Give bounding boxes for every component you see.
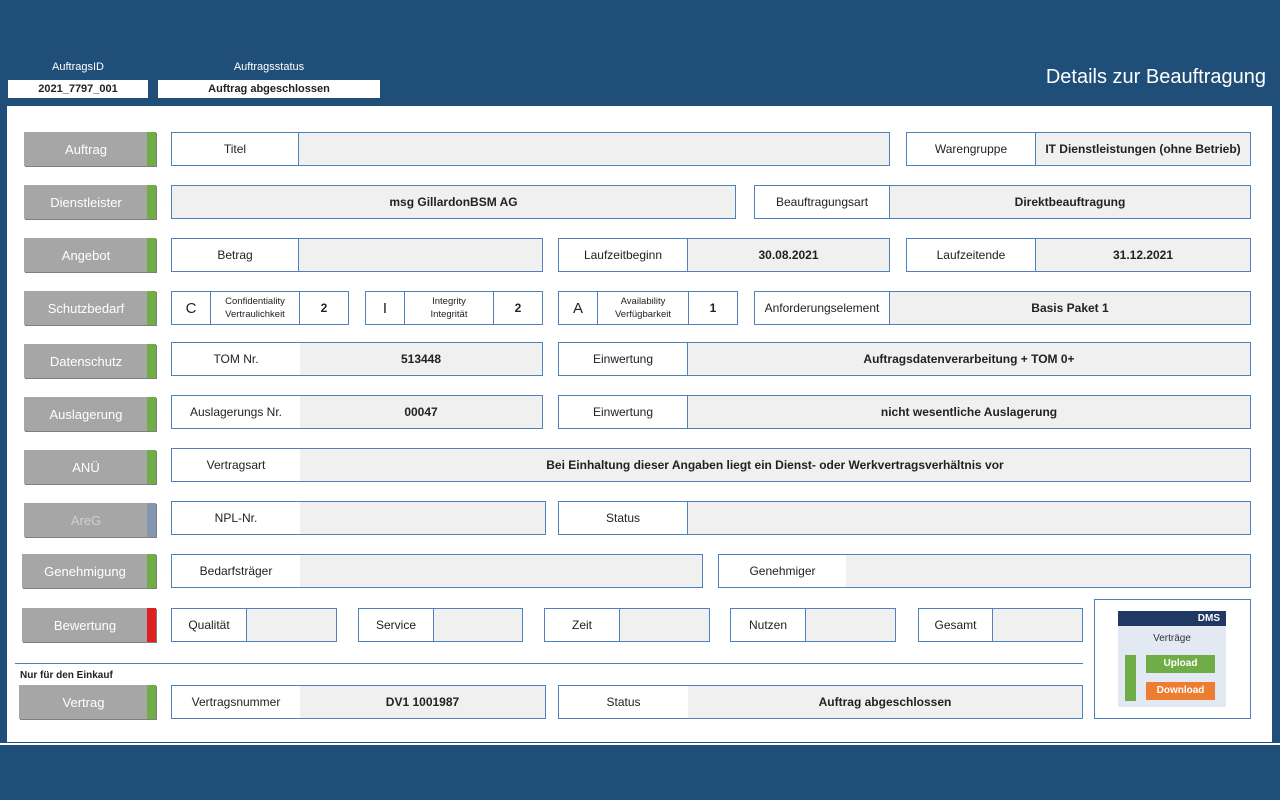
vertragsart-label: Vertragsart xyxy=(171,448,301,482)
status-bar xyxy=(147,608,156,642)
status-bar xyxy=(147,554,156,588)
availability-value[interactable]: 1 xyxy=(688,291,738,325)
vertragsnummer-label: Vertragsnummer xyxy=(171,685,301,719)
vertragsnummer-field[interactable]: DV1 1001987 xyxy=(300,685,546,719)
datenschutz-einwertung-label: Einwertung xyxy=(558,342,688,376)
status-bar xyxy=(147,397,156,431)
titel-field[interactable] xyxy=(299,132,890,166)
section-areg-button[interactable] xyxy=(24,503,156,537)
section-label: Schutzbedarf xyxy=(47,300,125,316)
status-bar xyxy=(147,238,156,272)
laufzeitende-label: Laufzeitende xyxy=(906,238,1036,272)
status-bar xyxy=(147,344,156,378)
integrity-label-en: Integrity xyxy=(432,296,466,307)
auslagerungs-nr-label: Auslagerungs Nr. xyxy=(171,395,301,429)
vertrag-status-label: Status xyxy=(558,685,689,719)
dienstleister-field[interactable]: msg GillardonBSM AG xyxy=(171,185,736,219)
datenschutz-einwertung-field[interactable]: Auftragsdatenverarbeitung + TOM 0+ xyxy=(688,342,1251,376)
auslagerung-einwertung-label: Einwertung xyxy=(558,395,688,429)
titel-label: Titel xyxy=(171,132,299,166)
availability-label xyxy=(597,291,689,325)
warengruppe-field[interactable]: IT Dienstleistungen (ohne Betrieb) xyxy=(1036,132,1251,166)
status-bar xyxy=(147,291,156,325)
gesamt-field[interactable] xyxy=(993,608,1083,642)
auftrags-id-label: AuftragsID xyxy=(52,61,104,73)
section-label: Auslagerung xyxy=(49,406,123,422)
betrag-field[interactable] xyxy=(299,238,543,272)
confidentiality-label-en: Confidentiality xyxy=(225,296,285,307)
upload-button[interactable]: Upload xyxy=(1146,655,1215,673)
tom-nr-label: TOM Nr. xyxy=(171,342,301,376)
nutzen-field[interactable] xyxy=(806,608,896,642)
status-bar xyxy=(147,185,156,219)
section-schutzbedarf-button[interactable] xyxy=(24,291,156,325)
betrag-label: Betrag xyxy=(171,238,299,272)
section-vertrag-button[interactable] xyxy=(19,685,156,719)
tom-nr-field[interactable]: 513448 xyxy=(300,342,543,376)
nutzen-label: Nutzen xyxy=(730,608,806,642)
zeit-label: Zeit xyxy=(544,608,620,642)
service-field[interactable] xyxy=(434,608,523,642)
section-label: ANÜ xyxy=(72,459,100,475)
areg-status-label: Status xyxy=(558,501,688,535)
section-label: Bewertung xyxy=(53,617,117,633)
laufzeitbeginn-label: Laufzeitbeginn xyxy=(558,238,688,272)
availability-label-de: Verfügbarkeit xyxy=(615,309,671,320)
genehmiger-field[interactable] xyxy=(846,554,1251,588)
section-dienstleister-button[interactable] xyxy=(24,185,156,219)
dms-status-bar xyxy=(1125,655,1136,701)
einkauf-note: Nur für den Einkauf xyxy=(20,670,113,681)
section-angebot-button[interactable] xyxy=(24,238,156,272)
areg-status-field[interactable] xyxy=(688,501,1251,535)
bedarfstraeger-field[interactable] xyxy=(300,554,703,588)
qualitaet-field[interactable] xyxy=(247,608,337,642)
status-bar xyxy=(147,450,156,484)
anforderungselement-label: Anforderungselement xyxy=(754,291,890,325)
beauftragungsart-label: Beauftragungsart xyxy=(754,185,890,219)
zeit-field[interactable] xyxy=(620,608,710,642)
availability-letter: A xyxy=(558,291,598,325)
section-label: Angebot xyxy=(61,247,111,263)
dms-panel xyxy=(1094,599,1251,719)
page-title: Details zur Beauftragung xyxy=(1045,66,1266,88)
dms-widget xyxy=(1118,611,1226,707)
laufzeitende-field[interactable]: 31.12.2021 xyxy=(1036,238,1251,272)
section-label: Auftrag xyxy=(65,141,107,157)
auftrags-id-value: 2021_7797_001 xyxy=(8,80,148,98)
dms-title: DMS xyxy=(1118,611,1226,626)
section-auftrag-button[interactable] xyxy=(24,132,156,166)
vertragsart-field[interactable]: Bei Einhaltung dieser Angaben liegt ein Dienst- oder Werkvertragsverhältnis vor xyxy=(300,448,1251,482)
section-label: Genehmigung xyxy=(44,563,126,579)
auslagerungs-nr-field[interactable]: 00047 xyxy=(300,395,543,429)
section-datenschutz-button[interactable] xyxy=(24,344,156,378)
vertrag-status-field[interactable]: Auftrag abgeschlossen xyxy=(688,685,1083,719)
dms-subtitle: Verträge xyxy=(1153,633,1191,644)
npl-nr-field[interactable] xyxy=(300,501,546,535)
qualitaet-label: Qualität xyxy=(171,608,247,642)
anforderungselement-field[interactable]: Basis Paket 1 xyxy=(890,291,1251,325)
confidentiality-value[interactable]: 2 xyxy=(299,291,349,325)
gesamt-label: Gesamt xyxy=(918,608,993,642)
section-genehmigung-button[interactable] xyxy=(22,554,156,588)
auftrags-status-value: Auftrag abgeschlossen xyxy=(158,80,380,98)
laufzeitbeginn-field[interactable]: 30.08.2021 xyxy=(688,238,890,272)
genehmiger-label: Genehmiger xyxy=(718,554,847,588)
warengruppe-label: Warengruppe xyxy=(906,132,1036,166)
status-bar xyxy=(147,503,156,537)
confidentiality-label-de: Vertraulichkeit xyxy=(225,309,285,320)
section-label: AreG xyxy=(70,512,102,528)
beauftragungsart-field[interactable]: Direktbeauftragung xyxy=(890,185,1251,219)
auslagerung-einwertung-field[interactable]: nicht wesentliche Auslagerung xyxy=(688,395,1251,429)
bedarfstraeger-label: Bedarfsträger xyxy=(171,554,301,588)
section-label: Vertrag xyxy=(62,694,105,710)
auftrags-status-label: Auftragsstatus xyxy=(233,61,305,73)
section-anue-button[interactable] xyxy=(24,450,156,484)
confidentiality-letter: C xyxy=(171,291,211,325)
download-button[interactable]: Download xyxy=(1146,682,1215,700)
bottom-divider xyxy=(0,743,1280,745)
integrity-value[interactable]: 2 xyxy=(493,291,543,325)
einkauf-divider xyxy=(15,663,1083,664)
confidentiality-label xyxy=(210,291,300,325)
section-auslagerung-button[interactable] xyxy=(24,397,156,431)
status-bar xyxy=(147,132,156,166)
integrity-label xyxy=(404,291,494,325)
service-label: Service xyxy=(358,608,434,642)
availability-label-en: Availability xyxy=(620,296,666,307)
integrity-letter: I xyxy=(365,291,405,325)
status-bar xyxy=(147,685,156,719)
section-label: Dienstleister xyxy=(50,194,122,210)
section-bewertung-button[interactable] xyxy=(22,608,156,642)
npl-nr-label: NPL-Nr. xyxy=(171,501,301,535)
integrity-label-de: Integrität xyxy=(430,309,468,320)
section-label: Datenschutz xyxy=(49,353,123,369)
